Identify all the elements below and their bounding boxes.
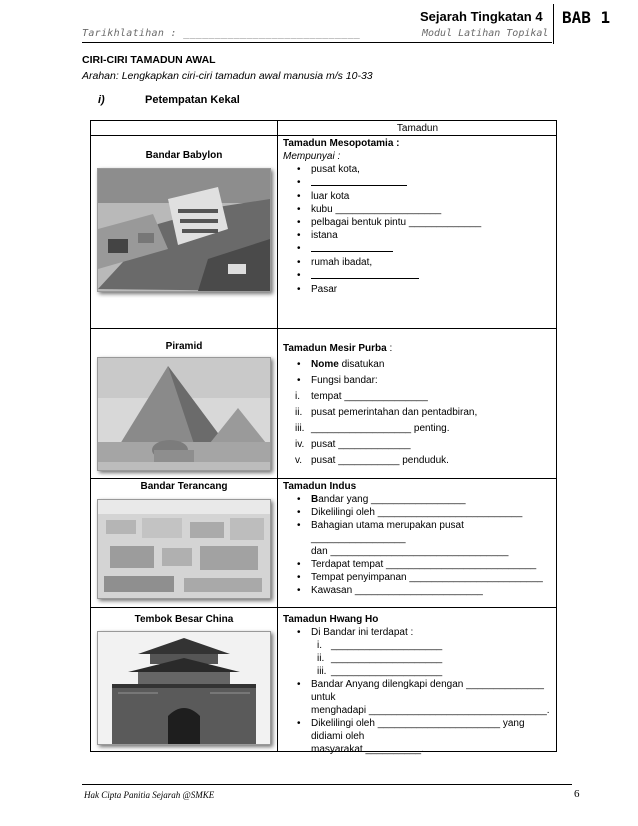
list-item: • Nome disatukan (283, 357, 555, 373)
list-item: • pusat kota, (283, 163, 555, 176)
list-item: • Kawasan _______________________ (283, 584, 555, 597)
numbered-item: ii. pusat pemerintahan dan pentadbiran, (295, 407, 478, 418)
table-header: Tamadun (396, 123, 439, 134)
mesir-answers (283, 341, 555, 469)
hwangho-answers (283, 613, 555, 756)
footer-rule (82, 784, 572, 785)
list-item: • Bahagian utama merupakan pusat _________________ (283, 519, 555, 545)
row-rule-2 (91, 478, 556, 479)
section-title: CIRI-CIRI TAMADUN AWAL (82, 54, 216, 66)
civilization-table (90, 120, 557, 755)
list-item: • pelbagai bentuk pintu _____________ (283, 216, 555, 229)
numbered-item: i. ____________________ (317, 640, 443, 651)
list-item: • Pasar (283, 283, 555, 296)
list-item: • Tempat penyimpanan ________________________ (283, 571, 555, 584)
list-item: • Fungsi bandar: (283, 373, 555, 389)
section-instruction: Arahan: Lengkapkan ciri-ciri tamadun awal manusia m/s 10-33 (82, 70, 373, 82)
list-item-blank[interactable] (283, 242, 555, 256)
list-item: • Di Bandar ini terdapat : (283, 626, 555, 639)
list-item-continuation: dan ________________________________ (311, 546, 509, 557)
indus-answers (283, 480, 555, 597)
row-label-babylon: Bandar Babylon (145, 150, 223, 161)
mesir-heading: Tamadun Mesir Purba (283, 343, 387, 354)
header-divider (553, 4, 554, 44)
row-rule-3 (91, 607, 556, 608)
module-title: Sejarah Tingkatan 4 (420, 9, 543, 24)
list-item-blank[interactable] (283, 269, 555, 283)
numbered-item: iii. __________________ penting. (295, 423, 450, 434)
module-subtitle: Modul Latihan Topikal (422, 28, 549, 39)
page-number: 6 (574, 788, 580, 800)
row-rule-1 (91, 328, 556, 329)
list-item: • kubu ___________________ (283, 203, 555, 216)
list-item: • Dikelilingi oleh __________________________ (283, 506, 555, 519)
numbered-item: iii. ____________________ (317, 666, 443, 677)
mesopotamia-intro: Mempunyai : (283, 151, 341, 162)
list-item: • Bandar yang _________________ (283, 493, 555, 506)
list-item-continuation: menghadapi ________________________________. (311, 705, 550, 716)
mesir-heading-suffix: : (386, 343, 393, 354)
row-label-china: Tembok Besar China (134, 614, 234, 625)
list-item: • Bandar Anyang dilengkapi dengan ______________ untuk (283, 678, 555, 704)
mesopotamia-answers (283, 137, 555, 296)
footer-credit: Hak Cipta Panitia Sejarah @SMKE (84, 790, 215, 800)
list-item-continuation: masyarakat __________. (311, 744, 424, 755)
planned-city-image (97, 499, 271, 599)
indus-heading: Tamadun Indus (283, 481, 357, 492)
header-rule (82, 42, 552, 43)
list-item: • Dikelilingi oleh ______________________ yang didiami oleh (283, 717, 555, 743)
numbered-item: iv. pusat _____________ (295, 439, 411, 450)
list-item: • istana (283, 229, 555, 242)
date-label: Tarikhlatihan : ____________________________ (82, 28, 361, 39)
subsection-number: i) (98, 94, 105, 106)
row-label-terancang: Bandar Terancang (140, 481, 228, 492)
great-wall-gate-image (97, 631, 271, 745)
list-item-blank[interactable] (283, 176, 555, 190)
row-label-piramid: Piramid (165, 341, 203, 352)
numbered-item: i. tempat _______________ (295, 391, 428, 402)
column-divider (277, 121, 278, 751)
babylon-city-image (97, 168, 271, 292)
subsection-title: Petempatan Kekal (145, 94, 240, 106)
list-item: • luar kota (283, 190, 555, 203)
pyramid-image (97, 357, 271, 471)
list-item: • rumah ibadat, (283, 256, 555, 269)
mesopotamia-heading: Tamadun Mesopotamia : (283, 138, 400, 149)
chapter-label: BAB 1 (562, 8, 611, 27)
numbered-item: v. pusat ___________ penduduk. (295, 455, 449, 466)
header-row-rule (91, 135, 556, 136)
hwangho-heading: Tamadun Hwang Ho (283, 614, 379, 625)
list-item: • Terdapat tempat ___________________________ (283, 558, 555, 571)
numbered-item: ii. ____________________ (317, 653, 443, 664)
